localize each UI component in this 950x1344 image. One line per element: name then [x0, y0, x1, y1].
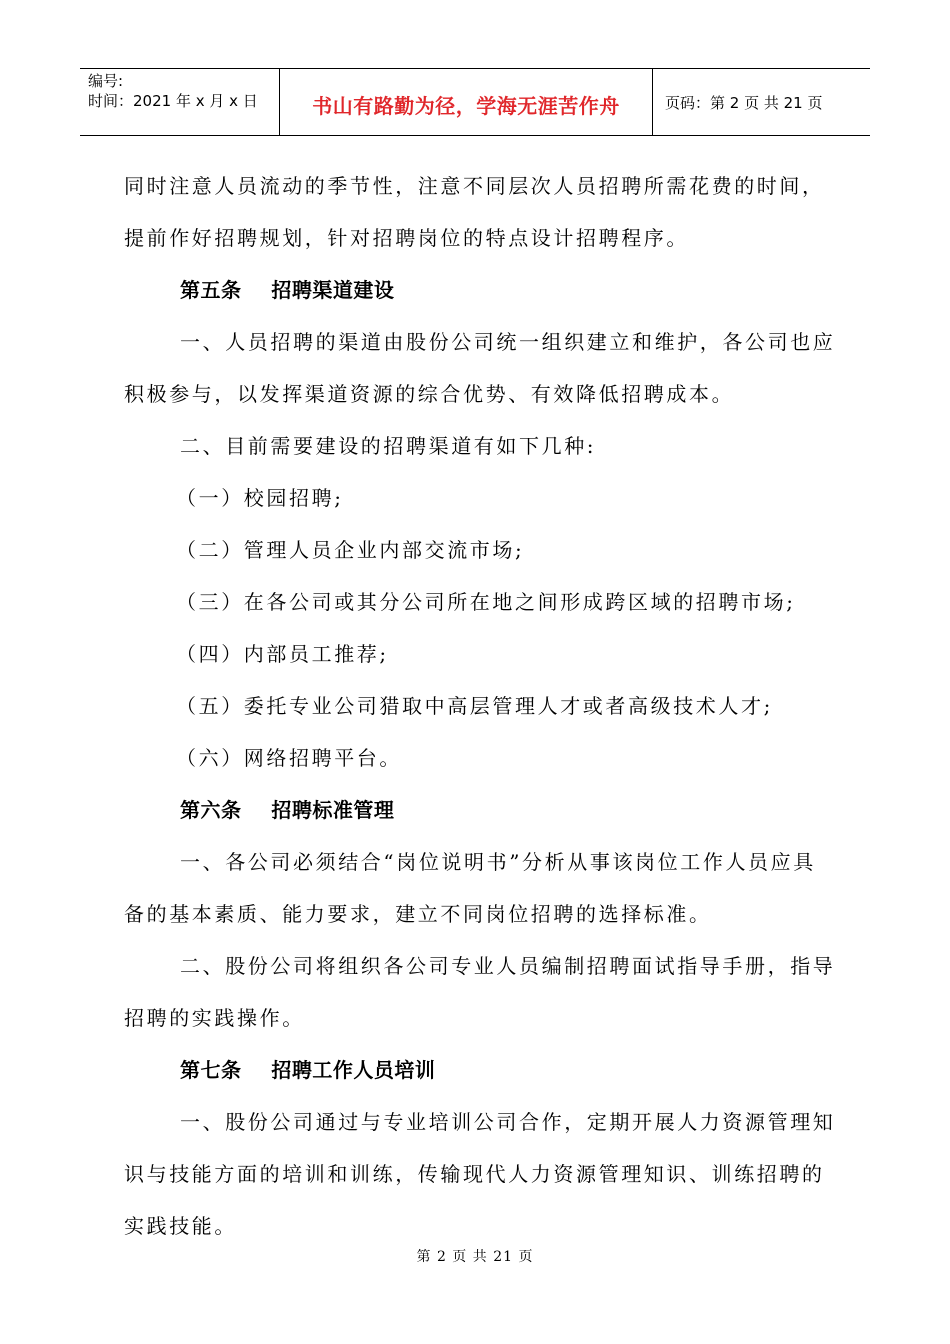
paragraph-line: 二、目前需要建设的招聘渠道有如下几种:	[180, 434, 597, 458]
header-motto: 书山有路勤为径，学海无涯苦作舟	[312, 93, 620, 118]
paragraph-line: 一、股份公司通过与专业培训公司合作，定期开展人力资源管理知	[180, 1110, 836, 1134]
list-item: （一）校园招聘;	[176, 486, 344, 510]
paragraph-line: 招聘的实践操作。	[124, 1006, 305, 1030]
paragraph-line: 实践技能。	[124, 1214, 237, 1238]
header-meta-cell	[80, 69, 280, 135]
document-date-label: 时间：2021 年 x 月 x 日	[88, 92, 258, 110]
paragraph-line: 一、人员招聘的渠道由股份公司统一组织建立和维护，各公司也应	[180, 330, 836, 354]
paragraph-line: 备的基本素质、能力要求，建立不同岗位招聘的选择标准。	[124, 902, 712, 926]
paragraph-line: 同时注意人员流动的季节性，注意不同层次人员招聘所需花费的时间，	[124, 174, 825, 198]
list-item: （二）管理人员企业内部交流市场;	[176, 538, 525, 562]
header-page-cell	[653, 69, 870, 135]
page-footer: 第 2 页 共 21 页	[416, 1249, 534, 1265]
list-item: （四）内部员工推荐;	[176, 642, 389, 666]
paragraph-line: 提前作好招聘规划，针对招聘岗位的特点设计招聘程序。	[124, 226, 689, 250]
document-number-label: 编号:	[88, 72, 124, 90]
header-motto-cell	[280, 69, 653, 135]
document-body	[124, 160, 836, 1252]
page-header	[80, 68, 870, 136]
paragraph-line: 二、股份公司将组织各公司专业人员编制招聘面试指导手册，指导	[180, 954, 836, 978]
paragraph-line: 积极参与，以发挥渠道资源的综合优势、有效降低招聘成本。	[124, 382, 735, 406]
list-item: （六）网络招聘平台。	[176, 746, 402, 770]
section-heading-article-7: 第七条 招聘工作人员培训	[180, 1058, 436, 1082]
section-heading-article-6: 第六条 招聘标准管理	[180, 798, 395, 822]
list-item: （五）委托专业公司猎取中高层管理人才或者高级技术人才;	[176, 694, 773, 718]
section-heading-article-5: 第五条 招聘渠道建设	[180, 278, 395, 302]
header-page-number: 页码：第 2 页 共 21 页	[665, 93, 823, 112]
list-item: （三）在各公司或其分公司所在地之间形成跨区域的招聘市场;	[176, 590, 796, 614]
paragraph-line: 一、各公司必须结合“岗位说明书”分析从事该岗位工作人员应具	[180, 850, 816, 874]
paragraph-line: 识与技能方面的培训和训练，传输现代人力资源管理知识、训练招聘的	[124, 1162, 825, 1186]
